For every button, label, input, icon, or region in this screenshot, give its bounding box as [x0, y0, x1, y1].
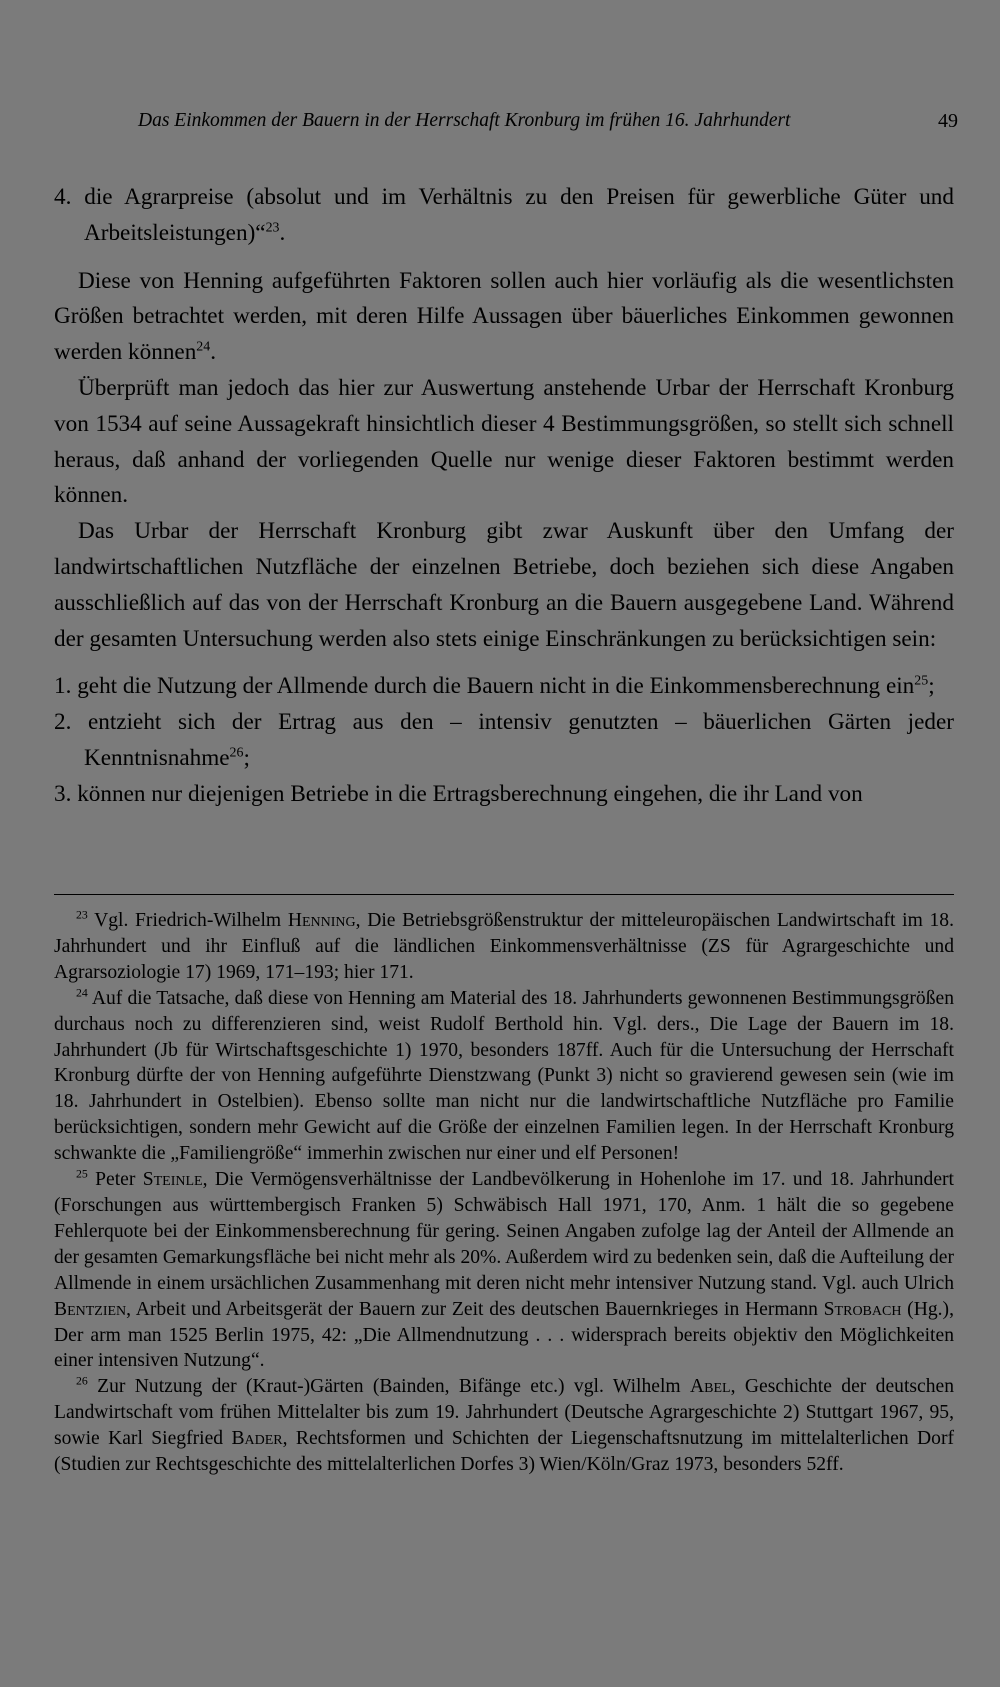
- paragraph: Überprüft man jedoch das hier zur Auswertung anstehende Urbar der Herrschaft Kronburg von 1534 auf seine Aussagekraft hinsichtlich dieser 4 Bestimmungsgrößen, so stellt sich schnell heraus, daß anhand der vorliegenden Quelle nur wenige dieser Faktoren bestimmt werden können.: [54, 374, 954, 509]
- paragraph: Das Urbar der Herrschaft Kronburg gibt zwar Auskunft über den Umfang der landwirtschaftlichen Nutzfläche der einzelnen Betriebe, doch beziehen sich diese Angaben ausschließlich auf das von der Herrschaft Kronburg an die Bauern ausgegebene Land. Während der gesamten Untersuchung werden also stets einige Einschränkungen zu berücksichtigen sein:: [54, 518, 954, 652]
- footnote-25: $^{25}$ Peter Steinle, Die Vermögensverhältnisse der Landbevölkerung in Hohenlohe im 17. und 18. Jahrhundert (Forschungen aus württembergisch Franken 5) Schwäbisch Hall 1971, 170, Anm. 1 hält die so gegebene Fehlerquote bei der Einkommensberechnung für gering. Seinen Angaben zufolge lag der Anteil der Allmende an der gesamten Gemarkungsfläche bei nicht mehr als 20%. Außerdem wird zu bedenken sein, daß die Aufteilung der Allmende in einem ursächlichen Zusammenhang mit deren nicht mehr intensiver Nutzung stand. Vgl. auch Ulrich Bentzien, Arbeit und Arbeitsgerät der Bauern zur Zeit des deutschen Bauernkrieges in Hermann Strobach (Hg.), Der arm man 1525 Berlin 1975, 42: „Die Allmendnutzung . . . widersprach bereits objektiv den Möglichkeiten einer intensiven Nutzung“.: [54, 1167, 954, 1372]
- list-item-4: 4. die Agrarpreise (absolut und im Verhältnis zu den Preisen für gewerbliche Güter und Arbeitsleistungen)“$^{23}$.: [54, 184, 954, 246]
- footnote-ref-25: 25: [914, 673, 929, 689]
- running-title: Das Einkommen der Bauern in der Herrschaft Kronburg im frühen 16. Jahrhundert: [138, 110, 791, 131]
- footnote-ref-23: 23: [265, 220, 280, 236]
- paragraph: Diese von Henning aufgeführten Faktoren sollen auch hier vorläufig als die wesentlichsten Größen betrachtet werden, mit deren Hilfe Aussagen über bäuerliches Einkommen gewonnen werden können$^{24}$.: [54, 267, 954, 366]
- footnotes: [54, 908, 954, 1478]
- running-header: [138, 110, 958, 132]
- footnote-ref-26: 26: [229, 745, 244, 761]
- footnote-26: $^{26}$ Zur Nutzung der (Kraut-)Gärten (Bainden, Bifänge etc.) vgl. Wilhelm Abel, Geschichte der deutschen Landwirtschaft vom frühen Mittelalter bis zum 19. Jahrhundert (Deutsche Agrargeschichte 2) Stuttgart 1967, 95, sowie Karl Siegfried Bader, Rechtsformen und Schichten der Liegenschaftsnutzung im mittelalterlichen Dorf (Studien zur Rechtsgeschichte des mittelalterlichen Dorfes 3) Wien/Köln/Graz 1973, besonders 52ff.: [54, 1374, 954, 1476]
- footnote-ref-24: 24: [196, 339, 211, 355]
- footnote-24: $^{24}$ Auf die Tatsache, daß diese von Henning am Material des 18. Jahrhunderts gewonnenen Bestimmungsgrößen durchaus noch zu differenzieren sind, weist Rudolf Berthold hin. Vgl. ders., Die Lage der Bauern im 18. Jahrhundert (Jb für Wirtschaftsgeschichte 1) 1970, besonders 187ff. Auch für die Untersuchung der Herrschaft Kronburg dürfte der von Henning aufgeführte Dienstzwang (Punkt 3) nicht so gravierend gewesen sein (wie im 18. Jahrhundert in Ostelbien). Ebenso sollte man nicht nur die landwirtschaftliche Nutzfläche pro Familie berücksichtigen, sondern mehr Gewicht auf die Größe der einzelnen Familien legen. In der Herrschaft Kronburg schwankte die „Familiengröße“ immerhin zwischen nur einer und elf Personen!: [54, 986, 955, 1165]
- footnote-divider: [54, 894, 954, 895]
- footnote-23: $^{23}$ Vgl. Friedrich-Wilhelm Henning, Die Betriebsgrößenstruktur der mitteleuropäischen Landwirtschaft im 18. Jahrhundert und ihr Einfluß auf die ländlichen Einkommensverhältnisse (ZS für Agrargeschichte und Agrarsoziologie 17) 1969, 171–193; hier 171.: [54, 908, 954, 983]
- page-number: 49: [938, 110, 958, 132]
- list-item: 3. können nur diejenigen Betriebe in die Ertragsberechnung eingehen, die ihr Land von: [54, 780, 863, 807]
- list-item: 1. geht die Nutzung der Allmende durch die Bauern nicht in die Einkommensberechnung ein$^{25}$;: [54, 673, 935, 700]
- main-text: [54, 180, 954, 813]
- list-item: 2. entzieht sich der Ertrag aus den – intensiv genutzten – bäuerlichen Gärten jeder Kenntnisnahme$^{26}$;: [54, 709, 954, 771]
